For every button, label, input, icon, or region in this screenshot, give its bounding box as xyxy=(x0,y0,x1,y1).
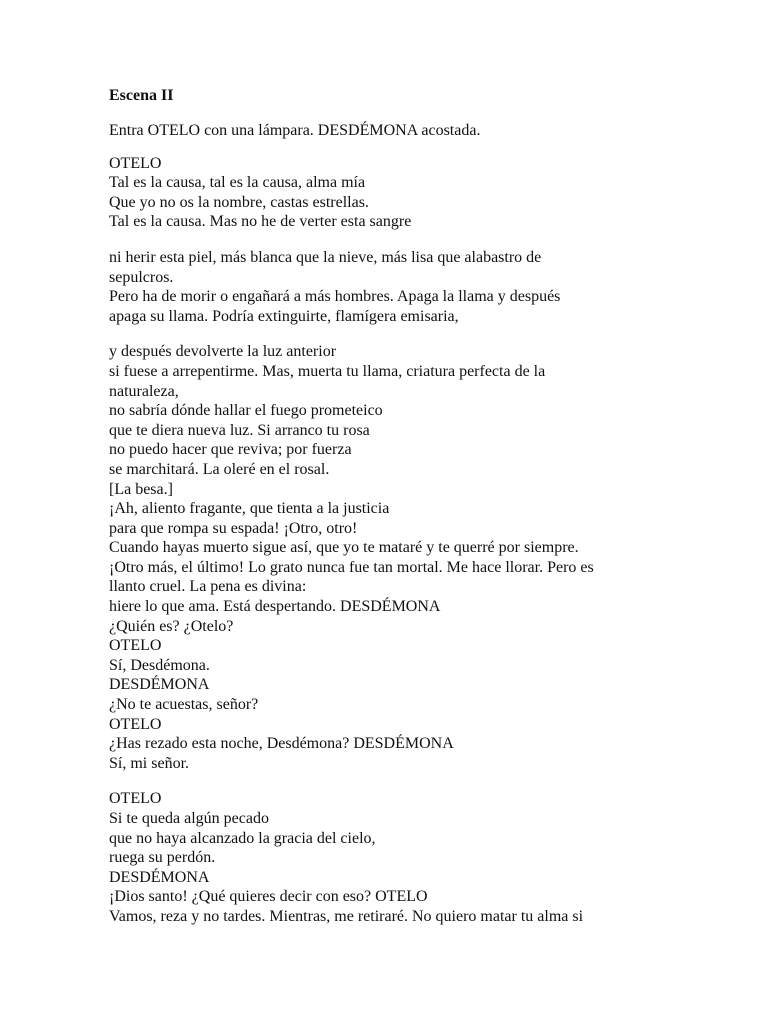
text-line: Cuando hayas muerto sigue así, que yo te mataré y te querré por siempre. xyxy=(109,539,579,557)
text-line: Sí, Desdémona. xyxy=(109,656,210,674)
text-line: se marchitará. La oleré en el rosal. xyxy=(109,460,330,478)
speaker-name: DESDÉMONA xyxy=(109,868,210,886)
text-line: ¿Quién es? ¿Otelo? xyxy=(109,617,234,635)
text-line: que no haya alcanzado la gracia del cielo, xyxy=(109,829,376,847)
text-line: Tal es la causa. Mas no he de verter esta sangre xyxy=(109,213,412,231)
text-line: apaga su llama. Podría extinguirte, flamígera emisaria, xyxy=(109,307,459,325)
text-line: llanto cruel. La pena es divina: xyxy=(109,578,307,596)
speaker-name: OTELO xyxy=(109,715,162,733)
text-line: sepulcros. xyxy=(109,268,174,286)
text-line: y después devolverte la luz anterior xyxy=(109,343,337,361)
text-line: Vamos, reza y no tardes. Mientras, me retiraré. No quiero matar tu alma si xyxy=(109,907,584,925)
text-block-2 xyxy=(109,248,669,326)
text-block-4 xyxy=(109,789,669,926)
text-line: Que yo no os la nombre, castas estrellas. xyxy=(109,193,369,211)
text-line: Pero ha de morir o engañará a más hombres. Apaga la llama y después xyxy=(109,288,561,306)
text-line: ruega su perdón. xyxy=(109,849,216,867)
text-line: [La besa.] xyxy=(109,480,173,498)
scene-title: Escena II xyxy=(109,87,174,104)
text-line: hiere lo que ama. Está despertando. DESDÉMONA xyxy=(109,598,441,616)
text-line: ¡Dios santo! ¿Qué quieres decir con eso? OTELO xyxy=(109,888,428,906)
text-block-3 xyxy=(109,342,669,773)
stage-direction: Entra OTELO con una lámpara. DESDÉMONA acostada. xyxy=(109,122,481,139)
text-block-1 xyxy=(109,154,669,232)
speaker-name: OTELO xyxy=(109,790,162,808)
text-line: Sí, mi señor. xyxy=(109,754,190,772)
text-line: ni herir esta piel, más blanca que la nieve, más lisa que alabastro de xyxy=(109,248,542,266)
text-line: ¿No te acuestas, señor? xyxy=(109,696,259,714)
text-line: no puedo hacer que reviva; por fuerza xyxy=(109,441,352,459)
text-line: ¿Has rezado esta noche, Desdémona? DESDÉMONA xyxy=(109,735,454,753)
speaker-name: DESDÉMONA xyxy=(109,676,210,694)
document-body xyxy=(109,86,669,927)
text-line: Si te queda algún pecado xyxy=(109,810,269,827)
text-line: ¡Otro más, el último! Lo grato nunca fue tan mortal. Me hace llorar. Pero es xyxy=(109,558,594,576)
text-line: que te diera nueva luz. Si arranco tu rosa xyxy=(109,421,370,439)
text-line: no sabría dónde hallar el fuego prometeico xyxy=(109,402,383,420)
text-line: ¡Ah, aliento fragante, que tienta a la justicia xyxy=(109,500,390,518)
text-line: para que rompa su espada! ¡Otro, otro! xyxy=(109,519,358,537)
text-line: naturaleza, xyxy=(109,382,179,400)
text-line: OTELO xyxy=(109,154,162,172)
text-line: si fuese a arrepentirme. Mas, muerta tu llama, criatura perfecta de la xyxy=(109,362,546,380)
text-line: Tal es la causa, tal es la causa, alma mía xyxy=(109,174,366,192)
speaker-name: OTELO xyxy=(109,637,162,655)
